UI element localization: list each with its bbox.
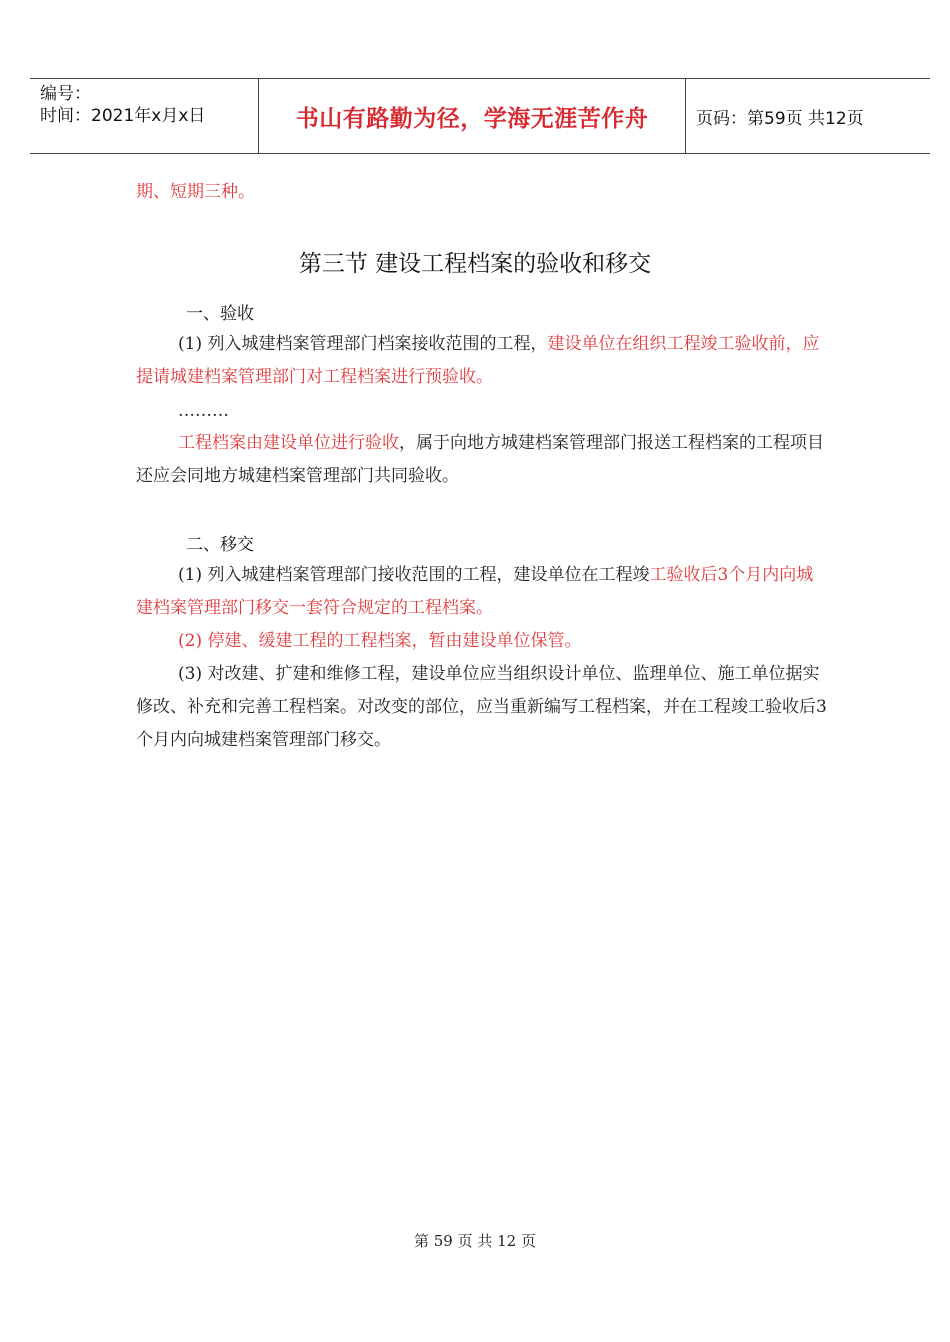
number-label: 编号：	[40, 84, 91, 104]
paragraph-transfer-2: (2) 停建、缓建工程的工程档案，暂由建设单位保管。	[178, 631, 582, 651]
paragraph-acceptance-2	[136, 427, 828, 493]
paragraph-acceptance-2-black: ，属于向地方城建档案管理部门报送工程档案的工程项目还应会同地方城建档案管理部门共同验收。	[136, 433, 824, 486]
ellipsis-text: ………	[178, 401, 229, 421]
paragraph-acceptance-1-red: 建设单位在组织工程竣工验收前，应提请城建档案管理部门对工程档案进行预验收。	[136, 334, 820, 387]
paragraph-transfer-1-red: 工验收后3个月内向城建档案管理部门移交一套符合规定的工程档案。	[136, 565, 814, 618]
paragraph-acceptance-2-red: 工程档案由建设单位进行验收	[178, 433, 399, 453]
paragraph-transfer-3: (3) 对改建、扩建和维修工程，建设单位应当组织设计单位、监理单位、施工单位据实修改、补充和完善工程档案。对改变的部位，应当重新编写工程档案，并在工程竣工验收后3个月内向城建档案管理部门移交。	[136, 664, 827, 750]
fragment-text: 期、短期三种。	[136, 182, 255, 202]
header-motto: 书山有路勤为径，学海无涯苦作舟	[259, 79, 686, 153]
subheading-acceptance: 一、验收	[186, 304, 254, 324]
paragraph-transfer-1	[136, 559, 828, 625]
paragraph-acceptance-1	[136, 328, 828, 394]
paragraph-acceptance-1-black: (1) 列入城建档案管理部门档案接收范围的工程，	[178, 334, 548, 354]
page-footer: 第 59 页 共 12 页	[413, 1232, 536, 1250]
header-meta	[30, 79, 259, 153]
subheading-transfer: 二、移交	[186, 535, 254, 555]
document-header	[30, 78, 930, 154]
time-label: 时间：2021年x月x日	[40, 106, 206, 126]
header-page-info: 页码：第59页 共12页	[696, 108, 864, 129]
paragraph-transfer-1-black: (1) 列入城建档案管理部门接收范围的工程，建设单位在工程竣	[178, 565, 650, 585]
section-title: 第三节 建设工程档案的验收和移交	[298, 251, 652, 277]
